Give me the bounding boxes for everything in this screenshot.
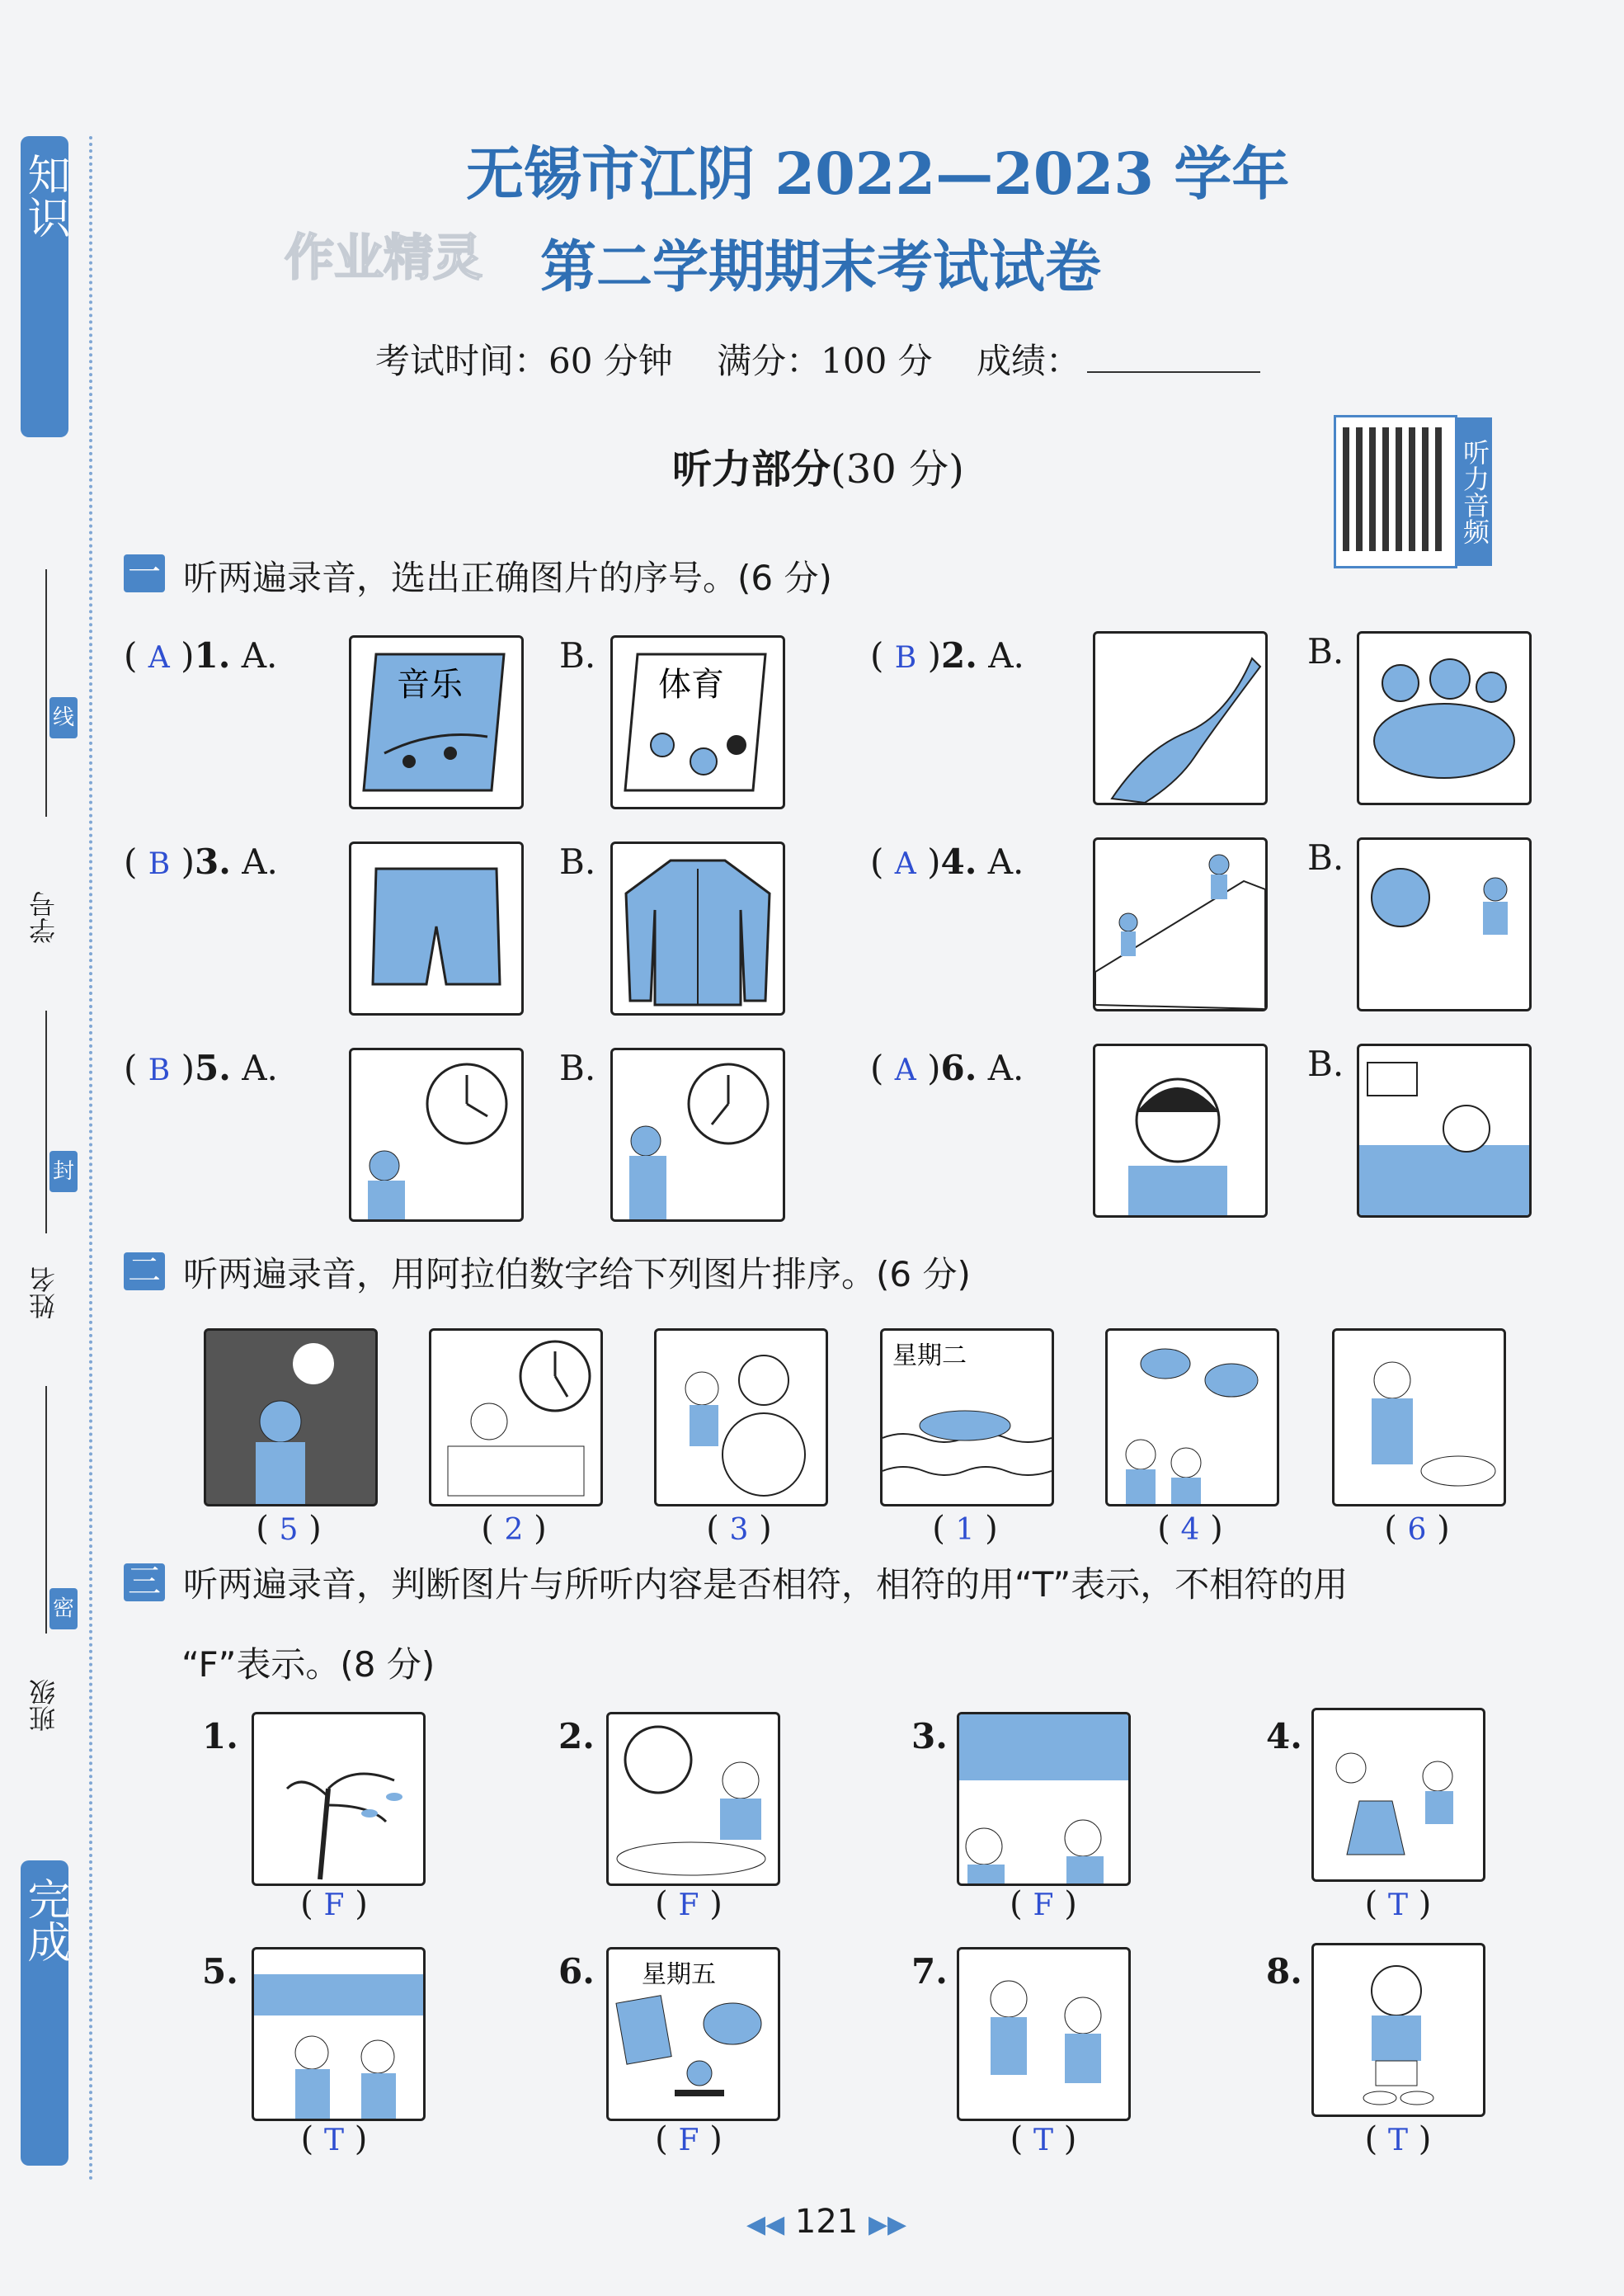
next-page-icon[interactable]: ▶▶ xyxy=(868,2210,907,2239)
q4-num: 4. xyxy=(940,842,977,882)
q4-answer: A xyxy=(894,847,916,881)
s3-answer2-value: F xyxy=(678,1888,699,1922)
s3-q4-dress xyxy=(1311,1708,1485,1882)
s2-answer6-value: 6 xyxy=(1407,1513,1427,1547)
s3-q8-boy-standing xyxy=(1311,1943,1485,2117)
watermark-logo: 作业精灵 xyxy=(285,229,482,287)
section3-number: 三 xyxy=(124,1563,165,1601)
s2-pic5-ducks xyxy=(1105,1328,1279,1506)
s3-answer7: ( T ) xyxy=(1010,2120,1077,2158)
q2-opt-a: A. xyxy=(988,635,1024,676)
s2-answer6: ( 6 ) xyxy=(1384,1510,1450,1548)
q4-opt-a: A. xyxy=(987,842,1024,882)
s3-q7-phone-call xyxy=(957,1947,1131,2121)
s3-q5-swimming-river xyxy=(252,1947,426,2121)
q1-label: ( A )1. A. xyxy=(124,635,278,676)
q4-label: ( A )4. A. xyxy=(870,842,1024,882)
q3-answer: B xyxy=(148,847,171,881)
q1-answer: A xyxy=(148,641,170,675)
q3-opt-a: A. xyxy=(242,842,278,882)
s2-answer1: ( 5 ) xyxy=(256,1510,322,1548)
student-id-line xyxy=(45,569,47,817)
listening-title: 听力部分 xyxy=(672,446,831,493)
binding-mark-feng: 封 xyxy=(49,1151,78,1192)
section2-instruction: 听两遍录音，用阿拉伯数字给下列图片排序。(6 分) xyxy=(183,1254,971,1294)
sidebar-tab-bottom xyxy=(21,1860,68,2166)
s3-answer7-value: T xyxy=(1033,2124,1053,2157)
q4-b-running xyxy=(1357,837,1532,1011)
q1-a-text: 音乐 xyxy=(397,666,463,704)
section1-instruction: 听两遍录音，选出正确图片的序号。(6 分) xyxy=(183,558,832,598)
s3-answer1: ( F ) xyxy=(300,1885,368,1923)
s2-answer2-value: 2 xyxy=(504,1513,524,1547)
full-score: 满分：100 分 xyxy=(717,341,933,381)
q1-b-text: 体育 xyxy=(658,666,724,704)
s3-answer1-value: F xyxy=(323,1888,345,1922)
s2-answer4: ( 1 ) xyxy=(932,1510,998,1548)
section2-number: 二 xyxy=(124,1252,165,1290)
page-footer xyxy=(746,2203,906,2241)
sidebar-tab-bottom-label: 完成 xyxy=(20,1877,69,1963)
s3-answer6: ( F ) xyxy=(655,2120,723,2158)
s3-answer8-value: T xyxy=(1387,2124,1408,2157)
s3-q1-windy-tree xyxy=(252,1712,426,1886)
name-line xyxy=(45,1011,47,1233)
q5-num: 5. xyxy=(194,1048,231,1088)
qr-code[interactable] xyxy=(1334,415,1490,568)
s3-q7-num: 7. xyxy=(911,1951,948,1992)
s2-pic1-boy-bear xyxy=(204,1328,378,1506)
s3-answer3: ( F ) xyxy=(1010,1885,1077,1923)
s2-pic4-swimming xyxy=(880,1328,1054,1506)
q3-num: 3. xyxy=(194,842,231,882)
q2-opt-b: B. xyxy=(1307,631,1344,672)
s3-q2-boy-eating xyxy=(606,1712,780,1886)
s2-answer3: ( 3 ) xyxy=(706,1510,772,1548)
q6-b-girl-in-bed xyxy=(1357,1044,1532,1218)
s3-answer5: ( T ) xyxy=(300,2120,368,2158)
q2-label: ( B )2. A. xyxy=(870,635,1024,676)
binding-mark-xian: 线 xyxy=(49,697,78,738)
s3-answer2: ( F ) xyxy=(655,1885,723,1923)
s3-q6-num: 6. xyxy=(558,1951,595,1992)
s2-answer5: ( 4 ) xyxy=(1157,1510,1223,1548)
q5-answer: B xyxy=(148,1054,171,1087)
section3-instruction-line1: 听两遍录音，判断图片与所听内容是否相符，相符的用“T”表示，不相符的用 xyxy=(183,1564,1349,1605)
qr-label: 听力音频 xyxy=(1457,417,1492,566)
s3-answer4-value: T xyxy=(1387,1888,1408,1922)
student-id-label: 学号 xyxy=(28,891,59,944)
s2-pic3-snowman xyxy=(654,1328,828,1506)
q1-opt-b: B. xyxy=(559,635,596,676)
score-label: 成绩： xyxy=(977,341,1081,381)
s3-answer3-value: F xyxy=(1033,1888,1054,1922)
s2-pic2-clock-bed xyxy=(429,1328,603,1506)
s3-q6-text: 星期五 xyxy=(642,1960,716,1989)
s3-q1-num: 1. xyxy=(202,1716,238,1756)
q6-num: 6. xyxy=(940,1048,977,1088)
s3-q2-num: 2. xyxy=(558,1716,595,1756)
section1-number: 一 xyxy=(124,554,165,592)
s3-q6-friday-subjects xyxy=(606,1947,780,2121)
q3-a-shorts xyxy=(349,842,524,1016)
q6-a-coughing-girl xyxy=(1093,1044,1268,1218)
q2-answer: B xyxy=(894,641,917,675)
section3-instruction-line2: “F”表示。(8 分) xyxy=(181,1644,435,1685)
sidebar-tab-top xyxy=(21,136,68,437)
prev-page-icon[interactable]: ◀◀ xyxy=(746,2210,785,2239)
s3-answer5-value: T xyxy=(323,2124,344,2157)
q5-a-clock-student xyxy=(349,1048,524,1222)
q3-label: ( B )3. A. xyxy=(124,842,278,882)
q6-opt-a: A. xyxy=(987,1048,1024,1088)
s2-pic6-man-dog xyxy=(1332,1328,1506,1506)
s2-answer2: ( 2 ) xyxy=(481,1510,547,1548)
q5-b-clock-student xyxy=(610,1048,785,1222)
s2-answer1-value: 5 xyxy=(279,1513,299,1547)
q1-opt-a: A. xyxy=(241,635,278,676)
name-label: 姓名 xyxy=(28,1266,59,1319)
q4-a-climbing xyxy=(1093,837,1268,1011)
score-blank[interactable] xyxy=(1087,371,1260,373)
binding-mark-mi: 密 xyxy=(49,1588,78,1629)
s3-q8-num: 8. xyxy=(1266,1951,1302,1992)
q2-a-river xyxy=(1093,631,1268,805)
s3-answer6-value: F xyxy=(678,2124,699,2157)
q5-opt-b: B. xyxy=(559,1048,596,1088)
q2-num: 2. xyxy=(940,635,977,676)
s3-q3-tree-birds xyxy=(957,1712,1131,1886)
s3-answer8: ( T ) xyxy=(1364,2120,1432,2158)
q6-opt-b: B. xyxy=(1307,1044,1344,1084)
binding-dotted-line xyxy=(89,136,92,2182)
s2-pic4-text: 星期二 xyxy=(892,1341,967,1370)
s2-answer4-value: 1 xyxy=(955,1513,975,1547)
q1-b-pe-book xyxy=(610,635,785,809)
q4-opt-b: B. xyxy=(1307,837,1344,878)
q6-answer: A xyxy=(894,1054,916,1087)
q3-opt-b: B. xyxy=(559,842,596,882)
exam-info xyxy=(375,334,1260,384)
q3-b-shirt xyxy=(610,842,785,1016)
class-label: 班级 xyxy=(28,1679,59,1732)
exam-title-line1: 无锡市江阴 2022—2023 学年 xyxy=(466,139,1290,208)
class-line xyxy=(45,1386,47,1634)
q2-b-lake xyxy=(1357,631,1532,805)
s3-q4-num: 4. xyxy=(1266,1716,1302,1756)
q5-label: ( B )5. A. xyxy=(124,1048,278,1088)
exam-title-line2: 第二学期期末考试试卷 xyxy=(540,234,1102,300)
s3-q5-num: 5. xyxy=(202,1951,238,1992)
q6-label: ( A )6. A. xyxy=(870,1048,1024,1088)
page-number: 121 xyxy=(794,2203,859,2241)
exam-time: 考试时间：60 分钟 xyxy=(375,341,673,381)
sidebar-tab-top-label: 知识 xyxy=(20,153,69,238)
s3-answer4: ( T ) xyxy=(1364,1885,1432,1923)
q1-num: 1. xyxy=(194,635,231,676)
s2-answer3-value: 3 xyxy=(729,1513,749,1547)
listening-score: (30 分) xyxy=(831,446,964,493)
q1-a-music-book xyxy=(349,635,524,809)
s3-q3-num: 3. xyxy=(911,1716,948,1756)
listening-part-title xyxy=(672,437,964,494)
q5-opt-a: A. xyxy=(242,1048,278,1088)
qr-code-icon xyxy=(1343,427,1445,551)
s2-answer5-value: 4 xyxy=(1180,1513,1200,1547)
